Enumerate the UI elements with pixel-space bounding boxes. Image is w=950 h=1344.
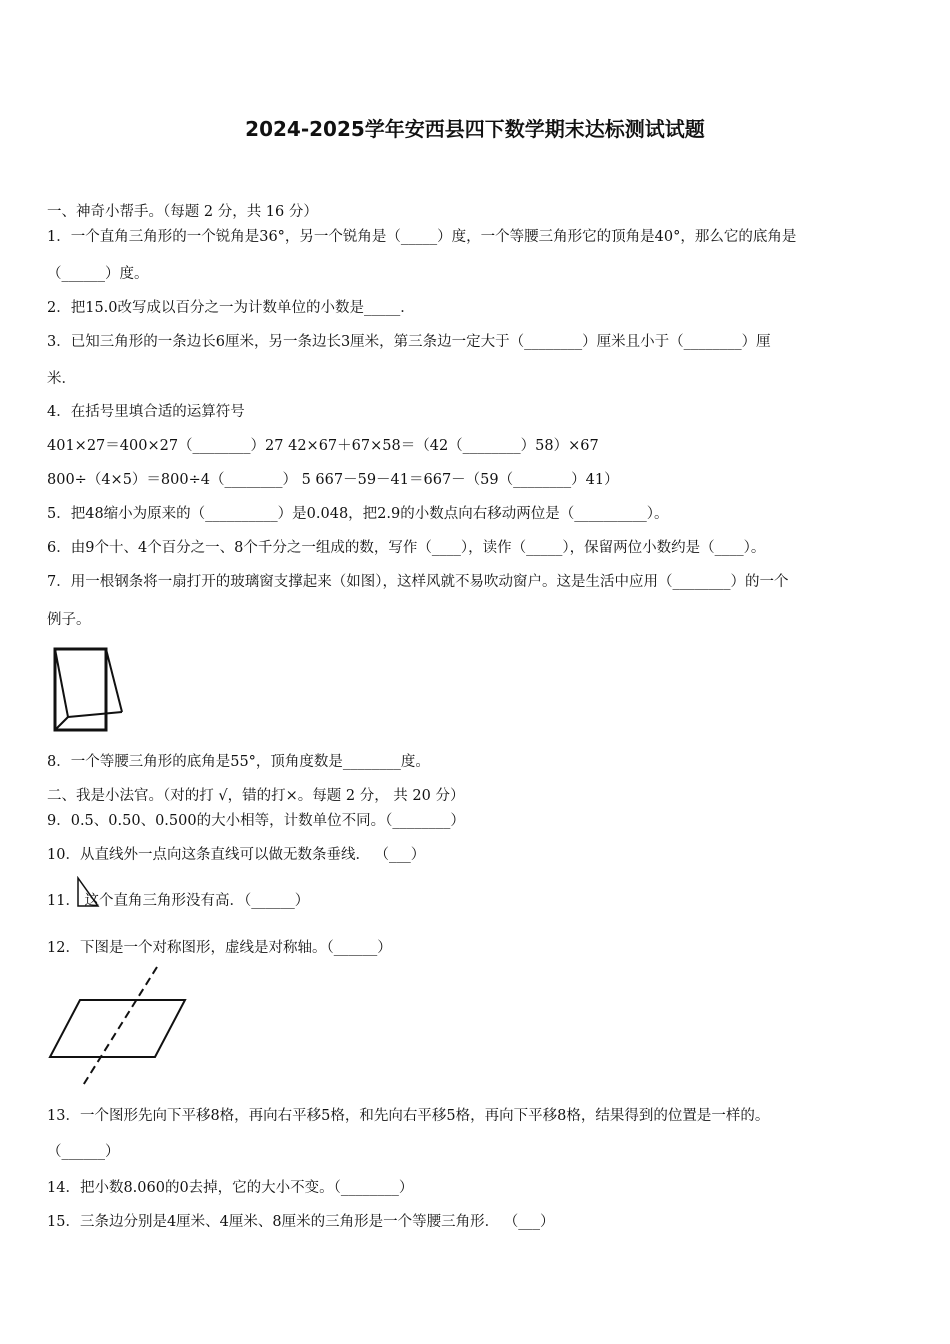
- question-13: 13．一个图形先向下平移8格，再向右平移5格，和先向右平移5格，再向下平移8格，结果得到的位置是一样的。: [47, 1108, 770, 1124]
- question-2: 2．把15.0改写成以百分之一为计数单位的小数是_____．: [47, 300, 415, 316]
- question-15: 15．三条边分别是4厘米、4厘米、8厘米的三角形是一个等腰三角形． （___）: [47, 1214, 555, 1230]
- question-7-cont: 例子。: [47, 612, 91, 628]
- question-4: 4．在括号里填合适的运算符号: [47, 404, 245, 420]
- question-5: 5．把48缩小为原来的（__________）是0.048，把2.9的小数点向右移动两位是（__________）。: [47, 506, 669, 522]
- question-14: 14．把小数8.060的0去掉，它的大小不变。（________）: [47, 1180, 414, 1196]
- right-triangle-figure: [75, 876, 101, 910]
- question-10: 10．从直线外一点向这条直线可以做无数条垂线． （___）: [47, 847, 426, 863]
- question-7: 7．用一根钢条将一扇打开的玻璃窗支撑起来（如图），这样风就不易吹动窗户。这是生活中应用（________）的一个: [47, 574, 789, 590]
- question-6: 6．由9个十、4个百分之一、8个千分之一组成的数，写作（____），读作（_____），保留两位小数约是（____）。: [47, 540, 766, 556]
- page-title: 2024-2025学年安西县四下数学期末达标测试试题: [245, 117, 705, 141]
- question-11: 11． 这个直角三角形没有高．（______）: [47, 893, 310, 909]
- window-figure: [50, 645, 130, 735]
- question-8: 8．一个等腰三角形的底角是55°，顶角度数是________度。: [47, 754, 430, 770]
- section-2-heading: 二、我是小法官。（对的打 √，错的打×。每题 2 分， 共 20 分）: [47, 788, 465, 804]
- question-3-cont: 米．: [47, 371, 76, 387]
- parallelogram-figure: [45, 965, 190, 1090]
- question-9: 9．0.5、0.50、0.500的大小相等，计数单位不同。（________）: [47, 813, 465, 829]
- section-1-heading: 一、神奇小帮手。（每题 2 分，共 16 分）: [47, 204, 318, 220]
- question-1-cont: （______）度。: [47, 266, 149, 282]
- question-3: 3．已知三角形的一条边长6厘米，另一条边长3厘米，第三条边一定大于（________）厘米且小于（________）厘: [47, 334, 771, 350]
- question-4-row-1: 401×27＝400×27（________）27 42×67＋67×58＝（42（________）58）×67: [47, 438, 599, 454]
- question-13-cont: （______）: [47, 1144, 120, 1160]
- question-12: 12．下图是一个对称图形，虚线是对称轴。（______）: [47, 940, 392, 956]
- question-4-row-2: 800÷（4×5）＝800÷4（________） 5 667－59－41＝667－（59（________）41）: [47, 472, 619, 488]
- question-1: 1．一个直角三角形的一个锐角是36°，另一个锐角是（_____）度，一个等腰三角形它的顶角是40°，那么它的底角是: [47, 229, 797, 245]
